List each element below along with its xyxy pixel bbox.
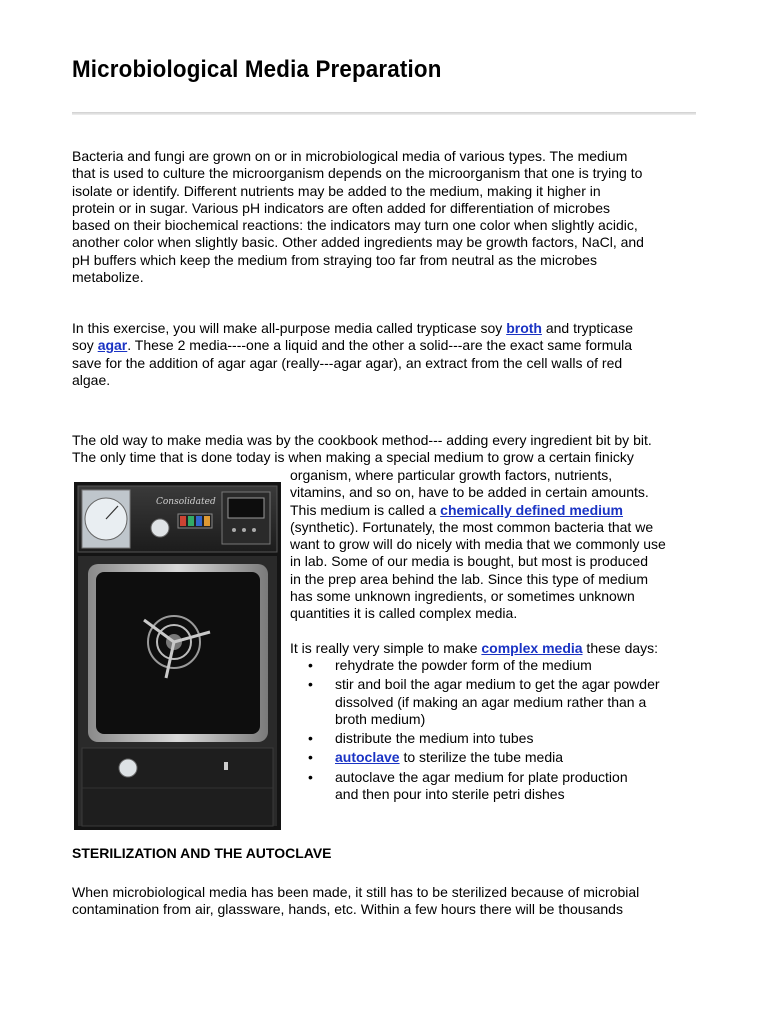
paragraph-cookbook <box>72 432 652 467</box>
list-item <box>308 676 660 728</box>
link-chemically-defined-medium[interactable]: chemically defined medium <box>440 501 624 518</box>
autoclave-illustration <box>74 482 281 830</box>
paragraph-cookbook-wrapped <box>290 467 666 623</box>
brand-logo: Consolidated <box>156 497 216 507</box>
text-line: and then pour into sterile petri dishes <box>335 786 565 803</box>
paragraph-sterilization <box>72 884 639 919</box>
text-segment: soy <box>72 337 98 354</box>
paragraph-intro <box>72 148 644 286</box>
text-segment: and trypticase <box>541 320 634 336</box>
text-line: The only time that is done today is when making a special medium to grow a certain finicky <box>72 449 634 466</box>
text-line: that is used to culture the microorganism depends on the microorganism that one is trying to <box>72 165 643 182</box>
text-line: protein or in sugar. Various pH indicators are often added for differentiation of microbes <box>72 199 611 216</box>
link-broth[interactable]: broth <box>506 320 542 336</box>
bullet-icon: • <box>308 730 313 747</box>
text-line: dissolved (if making an agar medium rather than a <box>335 693 647 710</box>
list-item <box>308 657 660 674</box>
text-line: distribute the medium into tubes <box>335 730 534 747</box>
text-segment: to sterilize the tube media <box>399 749 564 766</box>
link-complex-media[interactable]: complex media <box>481 640 583 656</box>
page-title: Microbiological Media Preparation <box>72 56 442 83</box>
text-line: (synthetic). Fortunately, the most common bacteria that we <box>290 518 654 535</box>
text-line: quantities it is called complex media. <box>290 605 518 622</box>
text-line: another color when slightly basic. Other added ingredients may be growth factors, NaCl, and <box>72 234 644 251</box>
text-segment: This medium is called a <box>290 501 441 518</box>
list-item <box>308 749 660 766</box>
list-item <box>308 769 660 804</box>
text-line: contamination from air, glassware, hands, etc. Within a few hours there will be thousands <box>72 901 623 918</box>
text-line: stir and boil the agar medium to get the agar powder <box>335 676 660 693</box>
autoclave-photo <box>74 482 281 830</box>
bullet-icon: • <box>308 676 313 693</box>
steps-list <box>308 657 660 805</box>
text-line: autoclave the agar medium for plate production <box>335 768 628 785</box>
text-line: pH buffers which keep the medium from straying too far from neutral as the microbes <box>72 251 597 268</box>
paragraph-exercise <box>72 320 633 389</box>
text-line <box>290 640 658 657</box>
text-line <box>290 502 666 519</box>
text-line: in lab. Some of our media is bought, but most is produced <box>290 553 648 570</box>
text-line: vitamins, and so on, have to be added in certain amounts. <box>290 484 649 501</box>
text-line: algae. <box>72 371 111 388</box>
section-heading: STERILIZATION AND THE AUTOCLAVE <box>72 845 332 861</box>
text-line: When microbiological media has been made, it still has to be sterilized because of microbial <box>72 884 640 900</box>
text-line: Bacteria and fungi are grown on or in microbiological media of various types. The medium <box>72 148 628 164</box>
text-line: metabolize. <box>72 269 144 286</box>
text-line <box>72 320 633 337</box>
title-rule <box>72 112 696 115</box>
text-segment: these days: <box>582 640 659 656</box>
text-line <box>335 749 660 766</box>
bullet-icon: • <box>308 749 313 766</box>
text-line: want to grow will do nicely with media that we commonly use <box>290 536 666 553</box>
list-item <box>308 730 660 747</box>
text-line: in the prep area behind the lab. Since this type of medium <box>290 570 648 587</box>
text-line: The old way to make media was by the cookbook method--- adding every ingredient bit by bit. <box>72 432 652 448</box>
bullet-icon: • <box>308 768 313 785</box>
text-line <box>72 337 633 354</box>
text-segment: In this exercise, you will make all-purpose media called trypticase soy <box>72 320 507 336</box>
text-line: save for the addition of agar agar (really---agar agar), an extract from the cell walls of red <box>72 354 623 371</box>
bullet-icon: • <box>308 657 313 673</box>
text-line: isolate or identify. Different nutrients may be added to the medium, making it higher in <box>72 182 601 199</box>
text-segment: . These 2 media----one a liquid and the other a solid---are the exact same formula <box>127 337 633 354</box>
text-segment: It is really very simple to make <box>290 640 482 656</box>
paragraph-complex-media <box>290 640 658 657</box>
text-line: rehydrate the powder form of the medium <box>335 657 592 673</box>
text-line: organism, where particular growth factors, nutrients, <box>290 467 613 483</box>
text-line: has some unknown ingredients, or sometimes unknown <box>290 588 635 605</box>
text-line: based on their biochemical reactions: the indicators may turn one color when slightly acidic, <box>72 217 638 234</box>
text-line: broth medium) <box>335 710 426 727</box>
link-agar[interactable]: agar <box>97 337 128 354</box>
link-autoclave[interactable]: autoclave <box>335 749 400 766</box>
